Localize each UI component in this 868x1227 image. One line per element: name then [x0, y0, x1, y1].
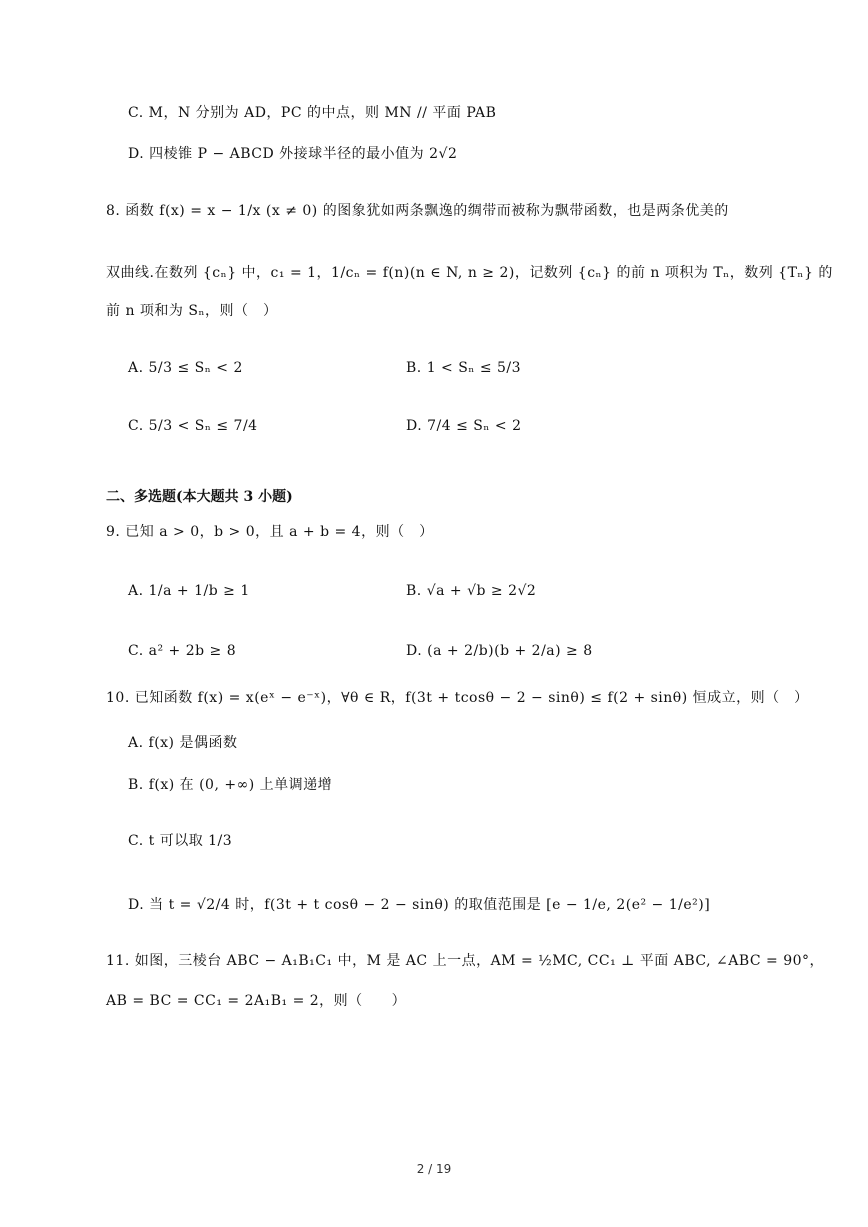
- q9-option-d: D. (a + 2/b)(b + 2/a) ≥ 8: [406, 643, 593, 659]
- q8-option-c: C. 5/3 < Sₙ ≤ 7/4: [128, 418, 258, 434]
- q7-option-d: D. 四棱锥 P − ABCD 外接球半径的最小值为 2√2: [128, 146, 458, 162]
- q8-option-b: B. 1 < Sₙ ≤ 5/3: [406, 360, 522, 376]
- q9-option-b: B. √a + √b ≥ 2√2: [406, 583, 537, 599]
- q7-option-c: C. M，N 分别为 AD，PC 的中点，则 MN // 平面 PAB: [128, 105, 497, 121]
- q11-stem-line1: 11. 如图，三棱台 ABC − A₁B₁C₁ 中，M 是 AC 上一点，AM = ½MC, CC₁ ⊥ 平面 ABC, ∠ABC = 90°，: [106, 953, 825, 969]
- q10-option-c: C. t 可以取 1/3: [128, 833, 233, 849]
- q10-stem: 10. 已知函数 f(x) = x(eˣ − e⁻ˣ)，∀θ ∈ R，f(3t + tcosθ − 2 − sinθ) ≤ f(2 + sinθ) 恒成立，则（ ）: [106, 690, 809, 706]
- q10-option-b: B. f(x) 在 (0, +∞) 上单调递增: [128, 777, 333, 793]
- q8-stem-line1: 8. 函数 f(x) = x − 1/x (x ≠ 0) 的图象犹如两条飘逸的绸带而被称为飘带函数，也是两条优美的: [106, 203, 729, 219]
- page-number: 2 / 19: [416, 1162, 452, 1176]
- q8-stem-line3: 前 n 项和为 Sₙ，则（ ）: [106, 303, 278, 319]
- section-heading-multiple-choice: 二、多选题(本大题共 3 小题): [106, 489, 293, 505]
- q9-option-a: A. 1/a + 1/b ≥ 1: [128, 583, 250, 599]
- q10-option-a: A. f(x) 是偶函数: [128, 735, 238, 751]
- q8-stem-line2: 双曲线.在数列 {cₙ} 中，c₁ = 1，1/cₙ = f(n)(n ∈ N, n ≥ 2)，记数列 {cₙ} 的前 n 项积为 Tₙ，数列 {Tₙ} 的: [106, 265, 833, 281]
- q9-option-c: C. a² + 2b ≥ 8: [128, 643, 237, 659]
- q10-option-d: D. 当 t = √2/4 时，f(3t + t cosθ − 2 − sinθ) 的取值范围是 [e − 1/e, 2(e² − 1/e²)]: [128, 897, 711, 913]
- q9-stem: 9. 已知 a > 0，b > 0，且 a + b = 4，则（ ）: [106, 524, 434, 540]
- q11-stem-line2: AB = BC = CC₁ = 2A₁B₁ = 2，则（ ）: [106, 993, 407, 1009]
- q8-option-a: A. 5/3 ≤ Sₙ < 2: [128, 360, 243, 376]
- q8-option-d: D. 7/4 ≤ Sₙ < 2: [406, 418, 522, 434]
